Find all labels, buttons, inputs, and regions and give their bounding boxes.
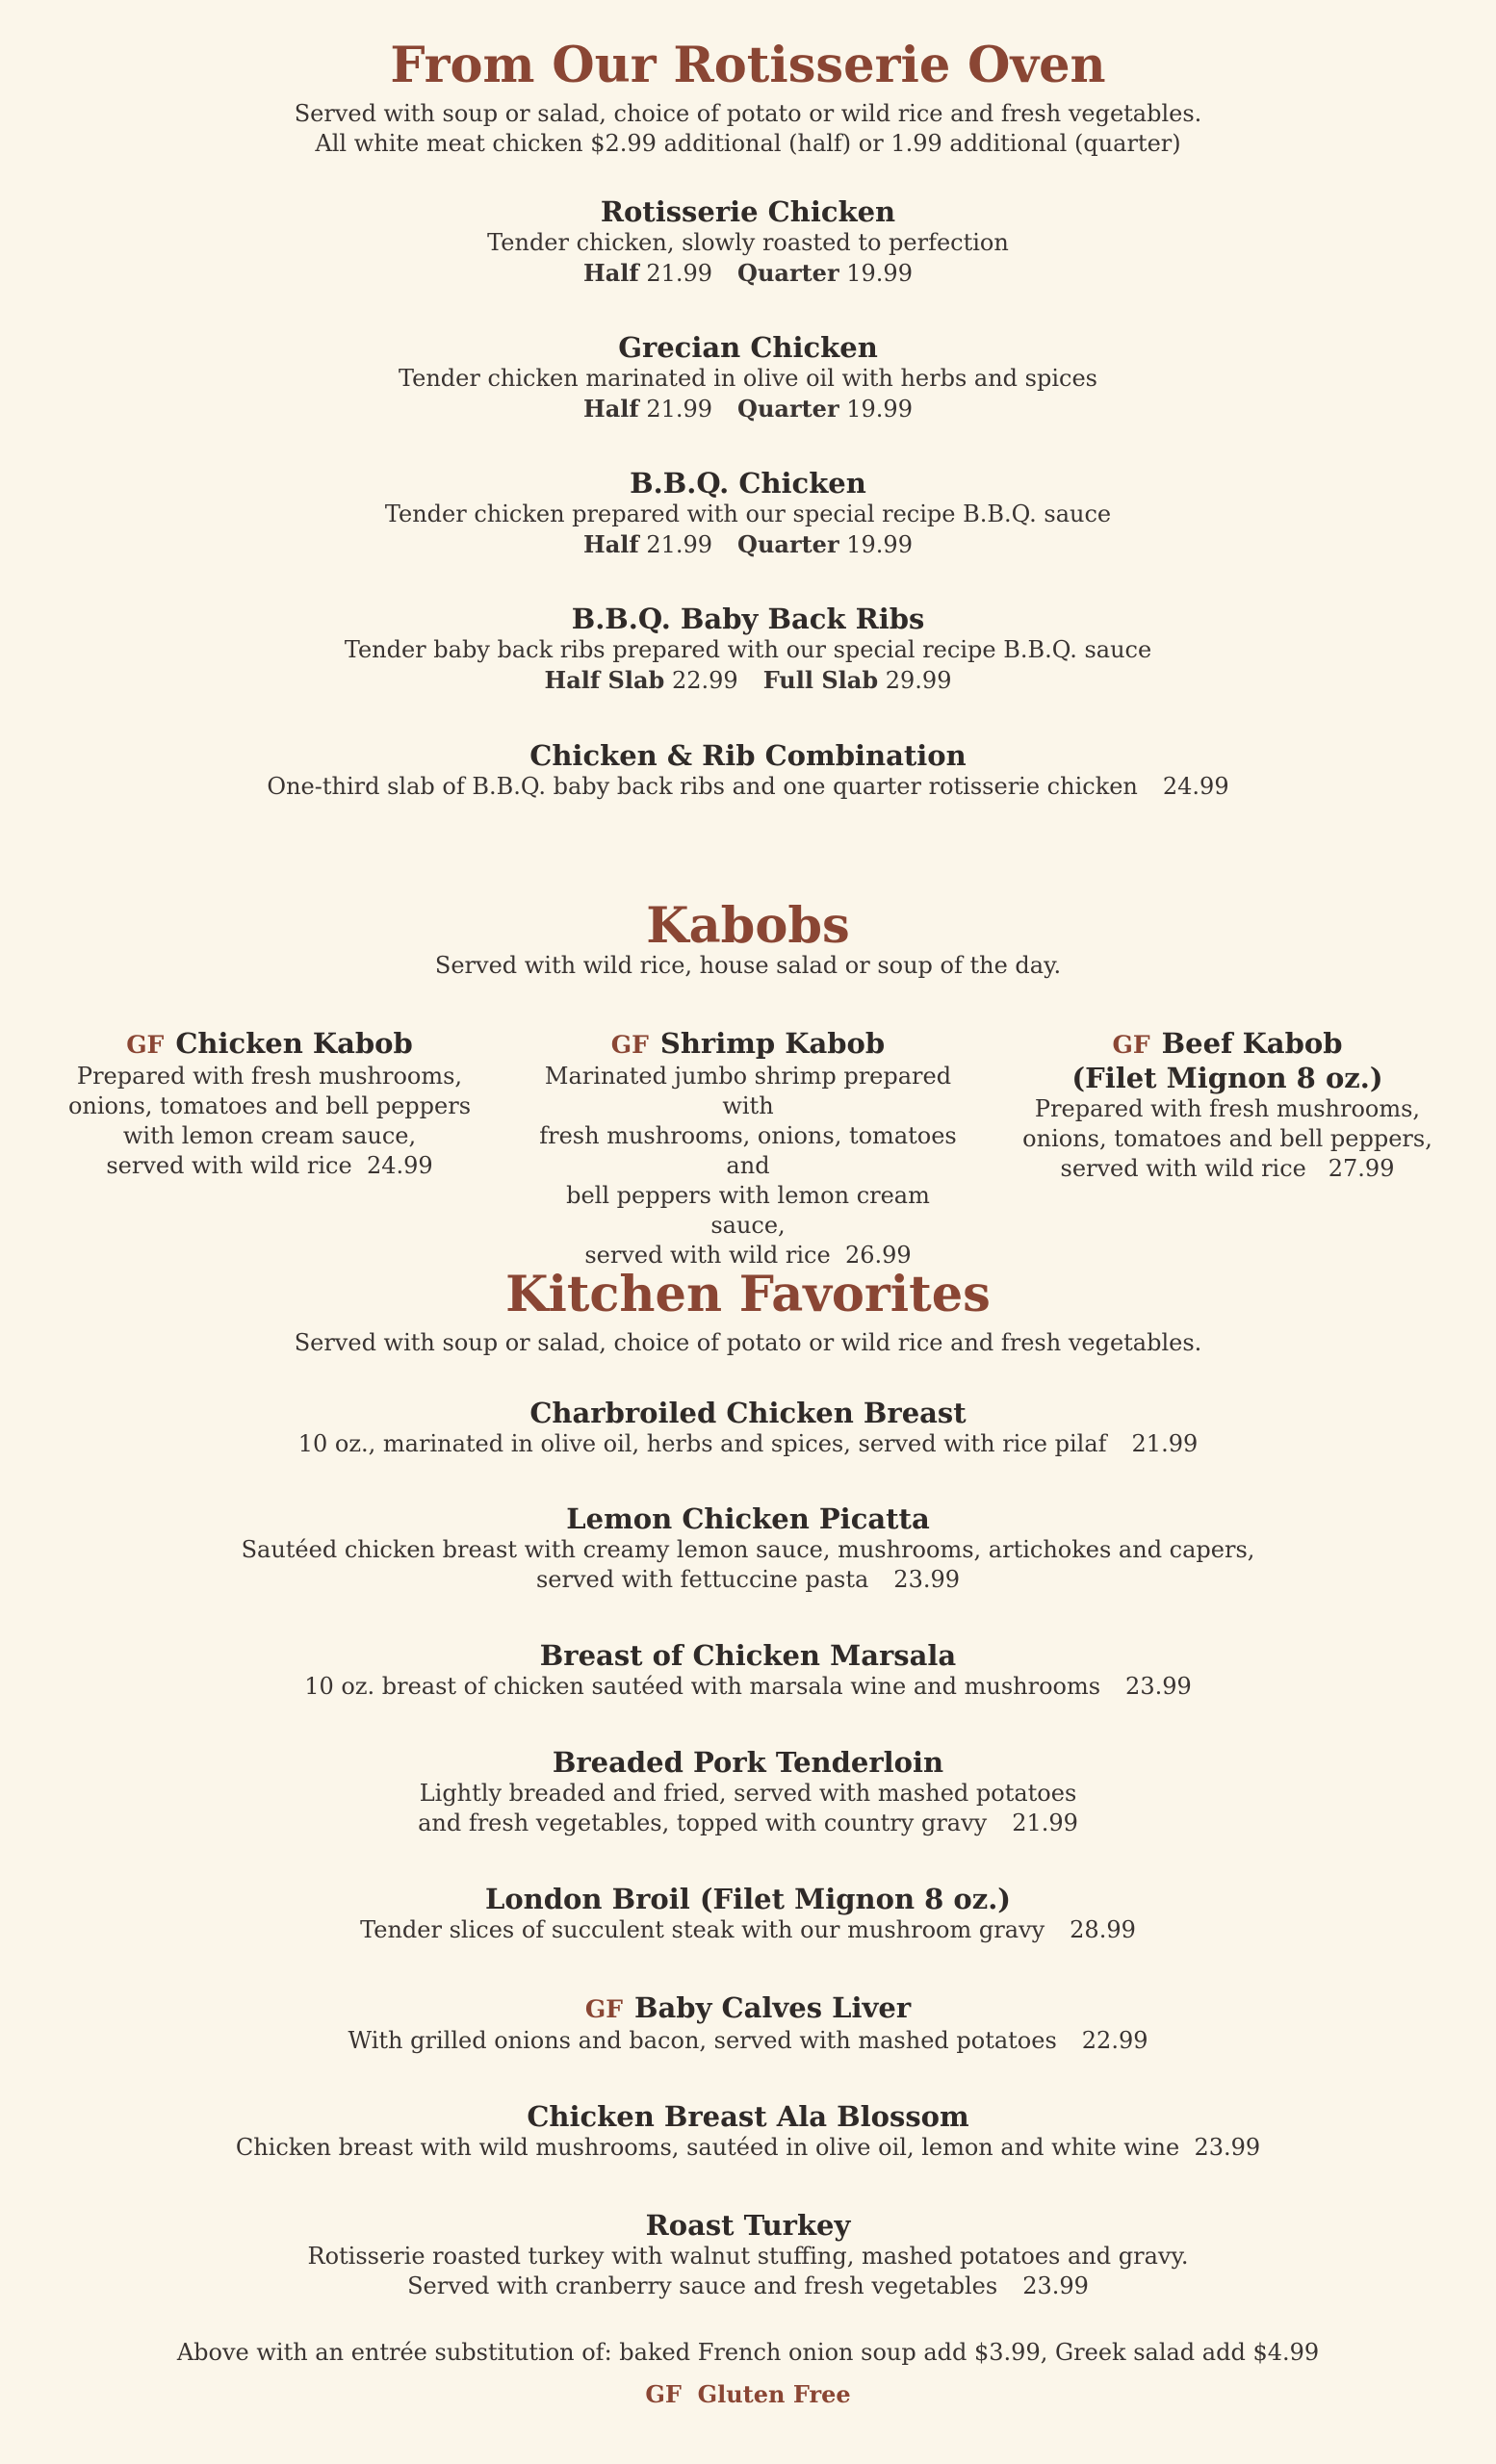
price-value: 26.99 [844,1242,912,1269]
item-description-line: with lemon cream sauce, [122,1122,417,1149]
menu-item [0,739,1496,802]
item-description-line: Prepared with fresh mushrooms, [76,1063,463,1090]
item-name: Roast Turkey [645,2209,851,2242]
item-description [0,772,1496,802]
price-value: 27.99 [1328,1155,1395,1182]
item-name: Chicken Breast Ala Blossom [527,2100,969,2133]
kabobs-subtitle: Served with wild rice, house salad or soup of the day. [434,952,1062,979]
menu-item [0,195,1496,289]
rotisserie-subtitle-1: Served with soup or salad, choice of potato or wild rice and fresh vegetables. [294,100,1202,127]
menu-item [0,1883,1496,1945]
menu-item [0,1746,1496,1838]
kabobs-title: Kabobs [646,897,850,955]
price-value: 24.99 [1162,773,1229,800]
item-description-line: Marinated jumbo shrimp prepared with [544,1063,952,1119]
price-value: 21.99 [646,260,713,287]
price-value: 22.99 [1081,2027,1148,2054]
item-description-line [0,1429,1496,1459]
item-price [0,258,1496,289]
item-description-line [0,2272,1496,2301]
item-name: Chicken Kabob [175,1027,413,1060]
item-description-text: served with wild rice [584,1242,831,1269]
price-value: 29.99 [885,667,952,694]
menu-item [0,1639,1496,1702]
price-label: Half Slab [544,666,665,694]
item-name: Chicken & Rib Combination [529,739,967,772]
rotisserie-subtitle-2: All white meat chicken $2.99 additional (half) or 1.99 additional (quarter) [315,130,1181,157]
menu-item [0,1991,1496,2056]
price-value: 23.99 [1194,2134,1261,2161]
item-name: B.B.Q. Chicken [630,467,866,500]
menu-item [0,331,1496,424]
item-description-line: Sautéed chicken breast with creamy lemon sauce, mushrooms, artichokes and capers, [241,1536,1255,1563]
kabob-item-beef [1016,1027,1439,1184]
item-name: Shrimp Kabob [659,1027,886,1060]
menu-item [0,467,1496,560]
item-name: Baby Calves Liver [633,1991,912,2024]
item-description-line [0,2133,1496,2163]
menu-item [0,1397,1496,1459]
kitchen-favorites-subtitle: Served with soup or salad, choice of potato or wild rice and fresh vegetables. [294,1329,1202,1356]
menu-item [0,1502,1496,1595]
item-name-line [1016,1027,1439,1062]
item-description-text: served with wild rice [1060,1155,1306,1182]
item-description-line [0,1565,1496,1595]
item-description: Tender chicken, slowly roasted to perfection [487,229,1009,256]
price-value: 21.99 [1012,1810,1078,1836]
price-value: 22.99 [671,667,738,694]
rotisserie-title: From Our Rotisserie Oven [390,37,1106,94]
price-label: Quarter [737,259,839,287]
price-value: 28.99 [1070,1916,1136,1943]
price-value: 19.99 [846,531,913,558]
item-description-text: served with fettuccine pasta [535,1566,869,1593]
item-name: Charbroiled Chicken Breast [529,1397,967,1429]
item-name: Beef Kabob [1161,1027,1343,1060]
item-description-line: fresh mushrooms, onions, tomatoes and [539,1122,957,1179]
item-description-text: One-third slab of B.B.Q. baby back ribs and one quarter rotisserie chicken [267,773,1138,800]
item-name-line [536,1027,960,1062]
item-description-line [1016,1154,1439,1184]
item-description-line: onions, tomatoes and bell peppers, [1022,1125,1432,1152]
kabob-item-chicken [58,1027,481,1181]
price-value: 23.99 [1125,1673,1192,1700]
price-value: 19.99 [846,396,913,423]
item-description-line: Rotisserie roasted turkey with walnut stuffing, mashed potatoes and gravy. [307,2243,1189,2270]
gluten-free-meaning: Gluten Free [697,2380,851,2408]
item-description-text: 10 oz., marinated in olive oil, herbs and spices, served with rice pilaf [297,1430,1107,1457]
substitution-note: Above with an entrée substitution of: baked French onion soup add $3.99, Greek salad add $4.99 [176,2339,1320,2366]
item-description-line: bell peppers with lemon cream sauce, [566,1182,930,1239]
item-price [0,394,1496,424]
menu-item [0,2209,1496,2301]
price-value: 24.99 [366,1152,433,1179]
item-name: Lemon Chicken Picatta [566,1502,930,1535]
item-name: Grecian Chicken [618,331,878,364]
item-description-line: Prepared with fresh mushrooms, [1034,1095,1421,1122]
item-description-line [58,1151,481,1181]
item-description-text: Served with cranberry sauce and fresh vegetables [407,2272,998,2299]
item-description-line: Lightly breaded and fried, served with mashed potatoes [419,1780,1077,1807]
item-name-line-2: (Filet Mignon 8 oz.) [1071,1062,1383,1094]
item-description-line: onions, tomatoes and bell peppers [67,1092,472,1119]
item-description-text: Tender slices of succulent steak with our mushroom gravy [360,1916,1045,1943]
gluten-free-badge: GF [610,1031,649,1059]
item-name: B.B.Q. Baby Back Ribs [571,603,925,635]
item-price [0,665,1496,696]
price-label: Quarter [737,530,839,558]
item-name: Rotisserie Chicken [600,195,896,228]
item-description-text: With grilled onions and bacon, served with mashed potatoes [348,2027,1057,2054]
item-description-line [0,1915,1496,1945]
item-name-line [58,1027,481,1062]
price-label: Half [583,395,639,423]
kitchen-favorites-title: Kitchen Favorites [505,1266,991,1323]
price-value: 19.99 [846,260,913,287]
price-value: 21.99 [646,531,713,558]
item-description-line [0,1809,1496,1838]
gluten-free-badge: GF [1112,1031,1150,1059]
item-description-text: 10 oz. breast of chicken sautéed with marsala wine and mushrooms [304,1673,1101,1700]
price-label: Half [583,530,639,558]
kabob-item-shrimp [536,1027,960,1270]
price-label: Full Slab [762,666,879,694]
price-value: 23.99 [1022,2272,1089,2299]
item-description: Tender baby back ribs prepared with our special recipe B.B.Q. sauce [344,636,1152,663]
price-value: 21.99 [1131,1430,1199,1457]
gluten-free-legend [0,2379,1496,2409]
item-description-text: and fresh vegetables, topped with country gravy [418,1810,988,1836]
item-name-line [0,1991,1496,2026]
item-name: Breaded Pork Tenderloin [552,1746,944,1779]
item-description-line [0,1672,1496,1702]
item-name: Breast of Chicken Marsala [539,1639,957,1672]
item-description: Tender chicken marinated in olive oil with herbs and spices [399,365,1097,392]
gluten-free-code: GF [645,2380,682,2408]
item-description: Tender chicken prepared with our special recipe B.B.Q. sauce [384,500,1112,527]
price-value: 23.99 [893,1566,961,1593]
item-description-text: served with wild rice [106,1152,352,1179]
gluten-free-badge: GF [126,1031,165,1059]
menu-item [0,603,1496,696]
item-description-line [0,2026,1496,2056]
menu-item [0,2100,1496,2163]
price-label: Quarter [737,395,839,423]
item-name: London Broil (Filet Mignon 8 oz.) [484,1883,1012,1915]
price-value: 21.99 [646,396,713,423]
item-price [0,529,1496,560]
item-description-text: Chicken breast with wild mushrooms, sautéed in olive oil, lemon and white wine [235,2134,1180,2161]
gluten-free-badge: GF [584,1995,623,2023]
price-label: Half [583,259,639,287]
